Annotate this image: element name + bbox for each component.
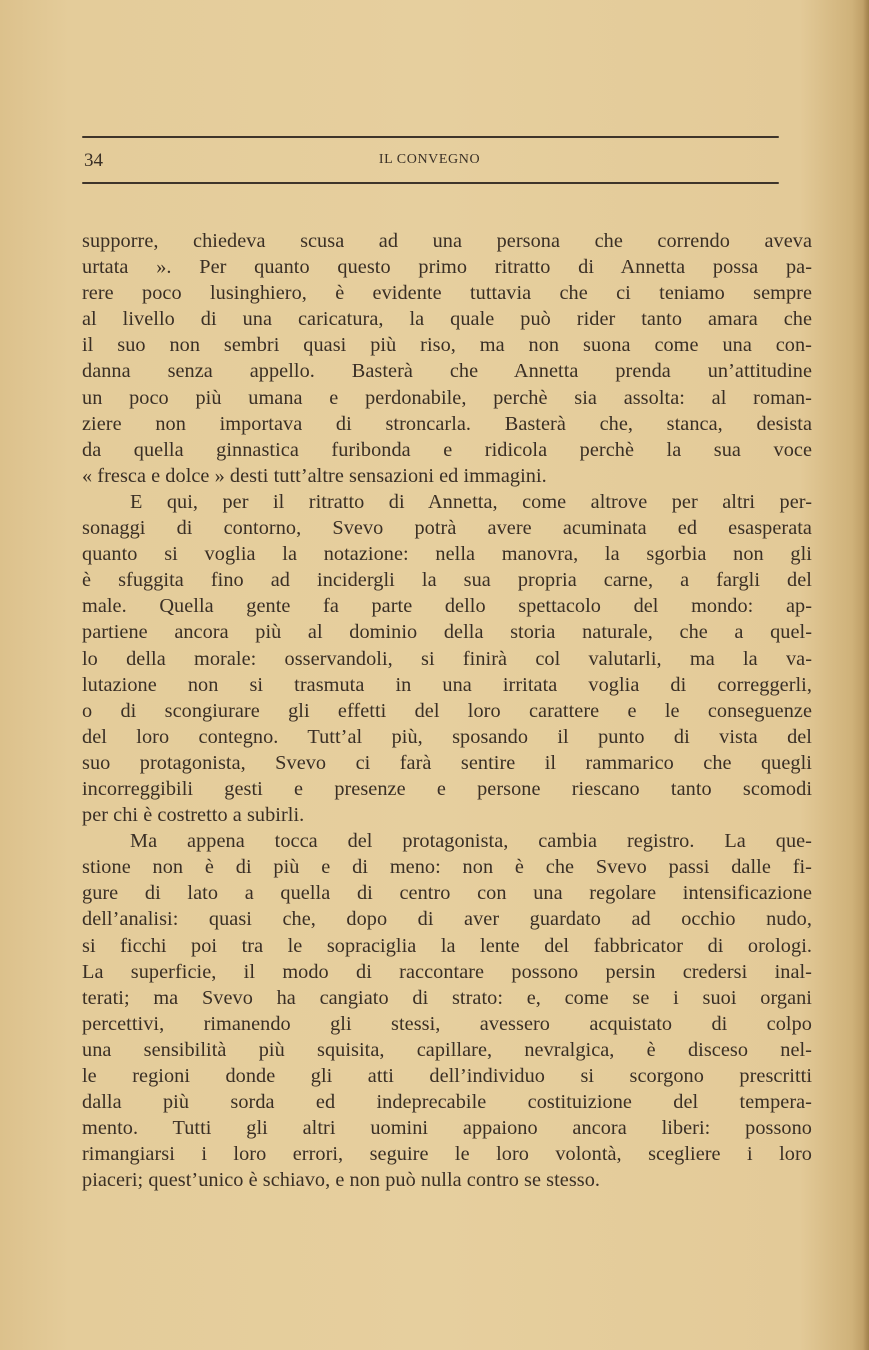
text-line: lo della morale: osservandoli, si finirà col valutarli, ma la va- xyxy=(82,647,812,670)
text-line: è sfuggita fino ad incidergli la sua propria carne, a fargli del xyxy=(82,569,812,592)
text-line: supporre, chiedeva scusa ad una persona che correndo aveva xyxy=(82,230,812,252)
text-line: ziere non importava di stroncarla. Basterà che, stanca, desista xyxy=(82,412,812,435)
text-line: urtata ». Per quanto questo primo ritratto di Annetta possa pa- xyxy=(82,256,812,279)
text-line: un poco più umana e perdonabile, perchè sia assolta: al roman- xyxy=(82,386,812,409)
text-line: danna senza appello. Basterà che Annetta prenda un’attitudine xyxy=(82,360,812,383)
running-head-title: IL CONVEGNO xyxy=(378,152,481,167)
text-line: rimangiarsi i loro errori, seguire le loro volontà, scegliere i loro xyxy=(82,1143,812,1166)
body-text xyxy=(82,228,812,1193)
header-rule-top xyxy=(82,136,779,138)
text-line: per chi è costretto a subirli. xyxy=(82,804,305,827)
paragraph xyxy=(82,489,812,828)
text-line: suo protagonista, Svevo ci farà sentire il rammarico che quegli xyxy=(82,751,812,774)
text-line: o di scongiurare gli effetti del loro carattere e le conseguenze xyxy=(82,699,812,722)
text-line: partiene ancora più al dominio della storia naturale, che a quel- xyxy=(82,621,812,644)
text-line: La superficie, il modo di raccontare possono persin credersi inal- xyxy=(82,960,812,983)
text-line: del loro contegno. Tutt’al più, sposando il punto di vista del xyxy=(82,725,812,748)
text-line: dalla più sorda ed indeprecabile costituizione del tempera- xyxy=(82,1091,812,1114)
page-number: 34 xyxy=(84,150,103,171)
text-line: lutazione non si trasmuta in una irritata voglia di correggerli, xyxy=(82,673,812,696)
text-line: incorreggibili gesti e presenze e persone riescano tanto scomodi xyxy=(82,777,812,800)
paragraph xyxy=(82,228,812,489)
text-line: da quella ginnastica furibonda e ridicola perchè la sua voce xyxy=(82,438,812,461)
text-line: percettivi, rimanendo gli stessi, avessero acquistato di colpo xyxy=(82,1012,812,1035)
page-edge-shadow xyxy=(863,0,869,1350)
text-line: terati; ma Svevo ha cangiato di strato: e, come se i suoi organi xyxy=(82,986,812,1009)
paragraph xyxy=(82,828,812,1193)
text-line: dell’analisi: quasi che, dopo di aver guardato ad occhio nudo, xyxy=(82,908,812,931)
text-line: le regioni donde gli atti dell’individuo si scorgono prescritti xyxy=(82,1065,812,1087)
text-line: si ficchi poi tra le sopraciglia la lente del fabbricator di orologi. xyxy=(82,934,812,957)
text-line: piaceri; quest’unico è schiavo, e non può nulla contro se stesso. xyxy=(82,1169,601,1192)
text-line: gure di lato a quella di centro con una regolare intensificazione xyxy=(82,882,812,905)
running-head xyxy=(0,152,869,168)
text-line: sonaggi di contorno, Svevo potrà avere acuminata ed esasperata xyxy=(82,517,812,540)
text-line: « fresca e dolce » desti tutt’altre sensazioni ed immagini. xyxy=(82,464,547,487)
text-line: rere poco lusinghiero, è evidente tuttavia che ci teniamo sempre xyxy=(82,282,812,305)
text-line: mento. Tutti gli altri uomini appaiono ancora liberi: possono xyxy=(82,1117,812,1140)
text-line: quanto si voglia la notazione: nella manovra, la sgorbia non gli xyxy=(82,543,812,566)
text-line: al livello di una caricatura, la quale può rider tanto amara che xyxy=(82,308,812,331)
text-line: una sensibilità più squisita, capillare, nevralgica, è disceso nel- xyxy=(82,1038,812,1061)
text-line: il suo non sembri quasi più riso, ma non suona come una con- xyxy=(82,334,812,357)
text-line: E qui, per il ritratto di Annetta, come altrove per altri per- xyxy=(130,490,812,513)
text-line: male. Quella gente fa parte dello spettacolo del mondo: ap- xyxy=(82,595,812,618)
header-rule-bottom xyxy=(82,182,779,184)
text-line: stione non è di più e di meno: non è che Svevo passi dalle fi- xyxy=(82,856,812,879)
text-line: Ma appena tocca del protagonista, cambia registro. La que- xyxy=(130,830,812,853)
